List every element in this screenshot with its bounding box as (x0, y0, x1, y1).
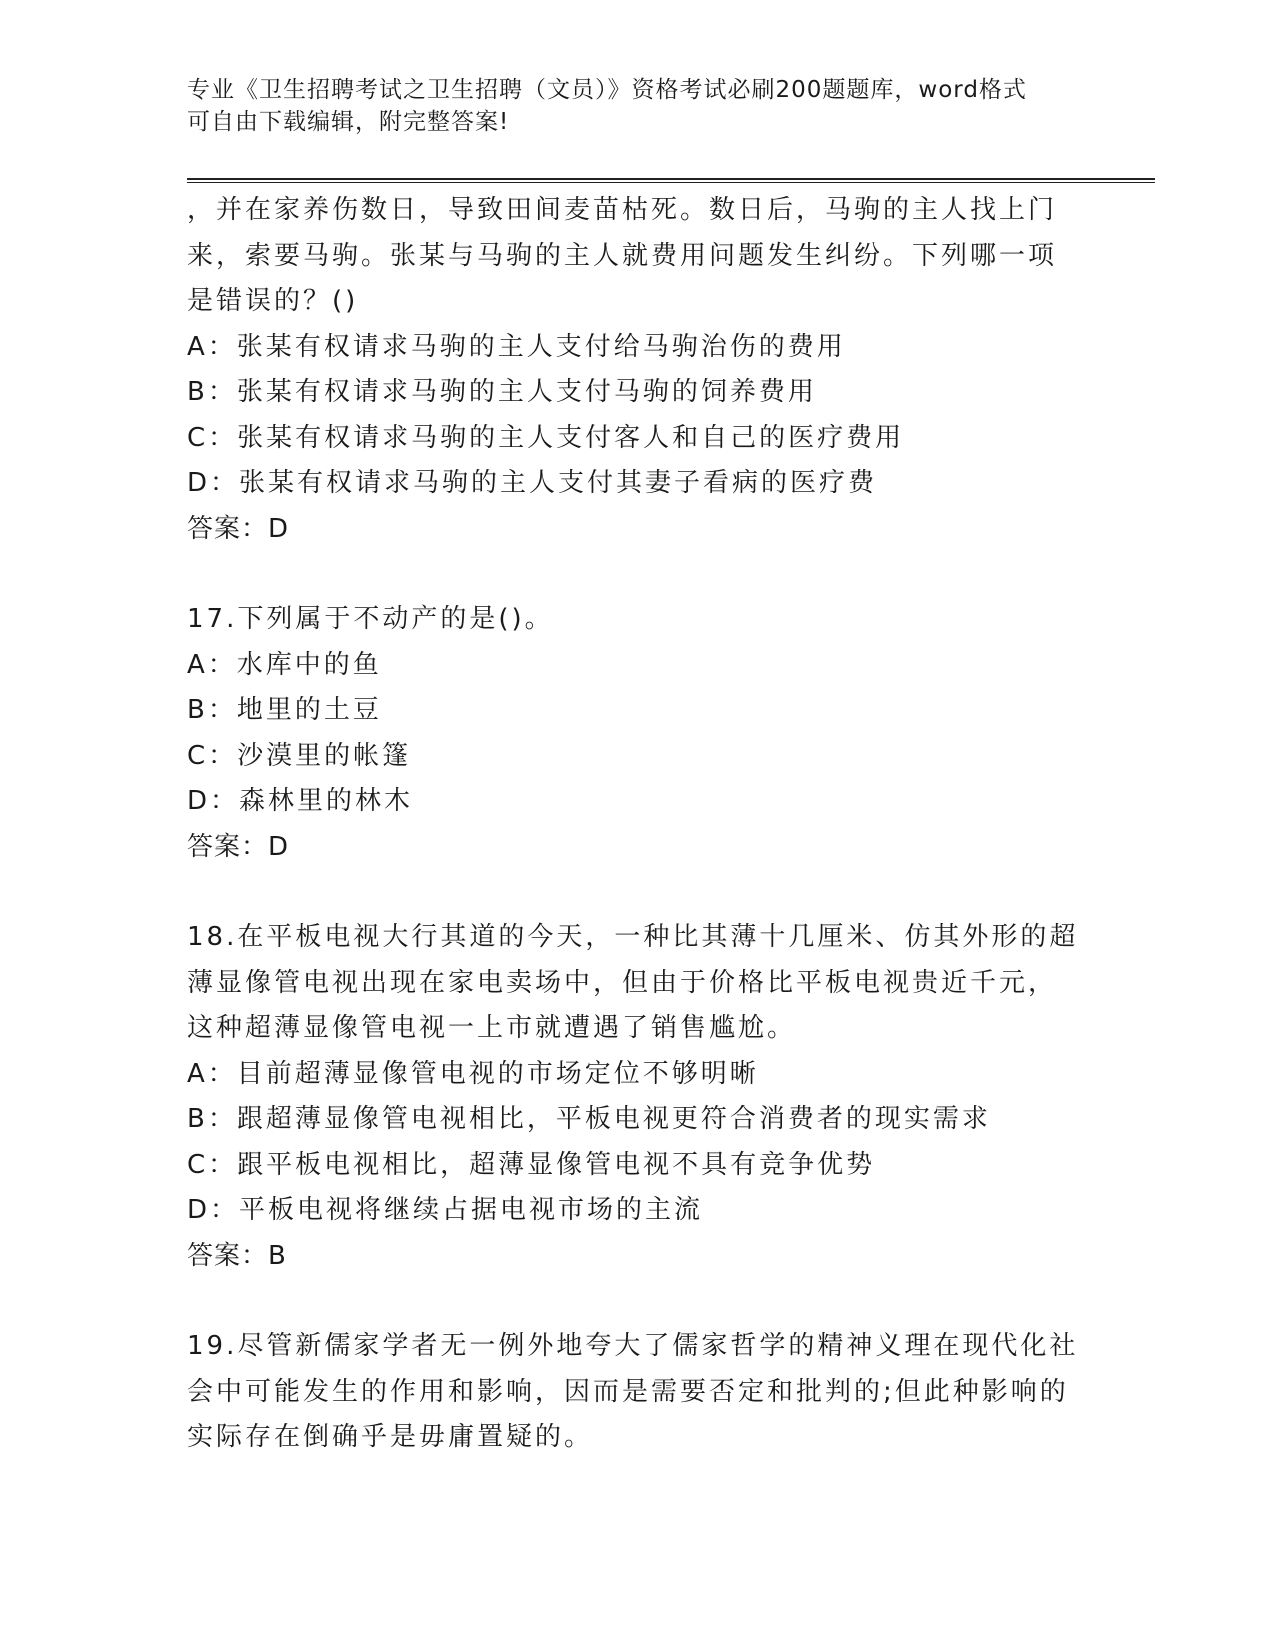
header-title-line-1: 专业《卫生招聘考试之卫生招聘（文员）》资格考试必刷200题题库，word格式 (187, 77, 1027, 103)
option-b: B：跟超薄显像管电视相比，平板电视更符合消费者的现实需求 (187, 1104, 991, 1134)
page-header (187, 74, 1087, 138)
answer-line: 答案：B (187, 1240, 287, 1271)
option-a: A：水库中的鱼 (187, 649, 382, 680)
header-divider (187, 178, 1155, 180)
question-16 (187, 188, 1087, 552)
question-stem-line: 这种超薄显像管电视一上市就遭遇了销售尴尬。 (187, 1013, 797, 1043)
option-a: A：目前超薄显像管电视的市场定位不够明晰 (187, 1058, 759, 1089)
question-stem-line: 实际存在倒确乎是毋庸置疑的。 (187, 1422, 594, 1452)
answer-line: 答案：D (187, 831, 290, 862)
question-stem-line: 17.下列属于不动产的是()。 (187, 604, 554, 634)
spacer (187, 552, 1087, 597)
spacer (187, 870, 1087, 915)
option-c: C：张某有权请求马驹的主人支付客人和自己的医疗费用 (187, 422, 905, 453)
option-c: C：跟平板电视相比，超薄显像管电视不具有竞争优势 (187, 1149, 876, 1180)
header-title-line-2: 可自由下载编辑，附完整答案! (187, 109, 510, 135)
option-d: D：平板电视将继续占据电视市场的主流 (187, 1195, 704, 1225)
question-17 (187, 597, 1087, 870)
question-stem-line: 19.尽管新儒家学者无一例外地夸大了儒家哲学的精神义理在现代化社 (187, 1331, 1079, 1361)
option-a: A：张某有权请求马驹的主人支付给马驹治伤的费用 (187, 331, 846, 362)
question-stem-line: 薄显像管电视出现在家电卖场中，但由于价格比平板电视贵近千元， (187, 967, 1058, 998)
option-d: D：张某有权请求马驹的主人支付其妻子看病的医疗费 (187, 468, 878, 498)
header-divider-thin (187, 182, 1155, 183)
option-d: D：森林里的林木 (187, 786, 414, 816)
question-stem-line: 是错误的？() (187, 286, 359, 316)
option-b: B：地里的土豆 (187, 695, 382, 725)
question-stem-line: 会中可能发生的作用和影响，因而是需要否定和批判的;但此种影响的 (187, 1376, 1069, 1407)
question-stem-line: 18.在平板电视大行其道的今天，一种比其薄十几厘米、仿其外形的超 (187, 922, 1079, 952)
question-19 (187, 1324, 1087, 1461)
option-c: C：沙漠里的帐篷 (187, 740, 412, 771)
spacer (187, 1279, 1087, 1324)
option-b: B：张某有权请求马驹的主人支付马驹的饲养费用 (187, 377, 817, 407)
question-stem-line: ，并在家养伤数日，导致田间麦苗枯死。数日后，马驹的主人找上门 (187, 195, 1058, 225)
question-18 (187, 915, 1087, 1279)
document-body (187, 188, 1087, 1461)
answer-line: 答案：D (187, 513, 290, 544)
question-stem-line: 来，索要马驹。张某与马驹的主人就费用问题发生纠纷。下列哪一项 (187, 240, 1058, 271)
